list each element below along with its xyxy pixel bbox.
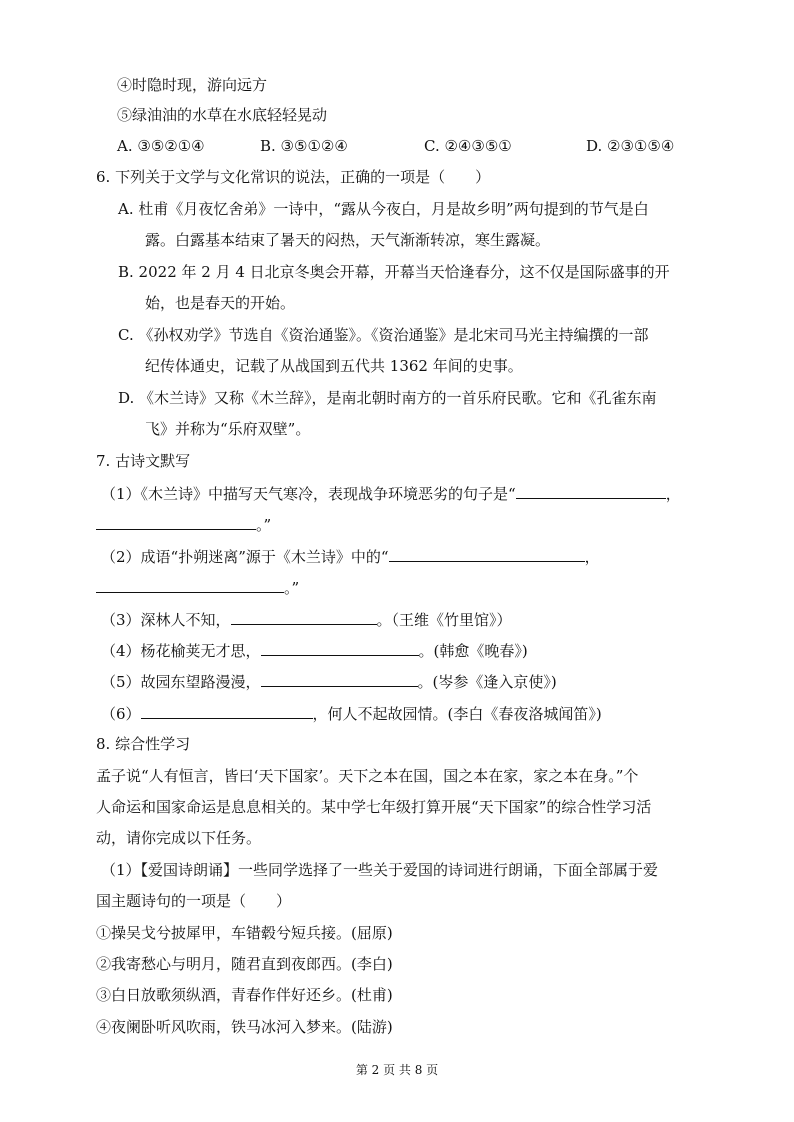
page-footer: 第 2 页 共 8 页: [355, 1063, 439, 1077]
q7-sub1-line2: [96, 514, 271, 535]
q7-sub2-comma: ，: [584, 548, 600, 566]
q7-sub2-line2: [96, 577, 299, 598]
q8-sub1-line1: （1）【爱国诗朗诵】一些同学选择了一些关于爱国的诗词进行朗诵，下面全部属于爱: [101, 861, 659, 879]
q7-sub5: [101, 671, 557, 692]
q7-sub4-text: （4）杨花榆荚无才思，: [101, 642, 261, 660]
q6-option-b-line2: 始，也是春天的开始。: [145, 294, 296, 312]
q5-option-c: C. ②④③⑤①: [424, 137, 512, 155]
q5-option-a: A. ③⑤②①④: [117, 137, 205, 155]
q6-option-d-line1: D. 《木兰诗》又称《木兰辞》，是南北朝时南方的一首乐府民歌。它和《孔雀东南: [118, 389, 657, 407]
q6-option-c-line2: 纪传体通史，记载了从战国到五代共 1362 年间的史事。: [145, 357, 523, 375]
q7-sub1-end: 。”: [256, 516, 272, 534]
q7-title: 7. 古诗文默写: [96, 452, 191, 470]
q8-title: 8. 综合性学习: [96, 735, 191, 753]
q6-option-b-line1: B. 2022 年 2 月 4 日北京冬奥会开幕，开幕当天恰逢春分，这不仅是国际盛事的开: [118, 263, 670, 281]
q7-sub4: [101, 640, 528, 661]
q7-sub3-text: （3）深林人不知，: [101, 611, 231, 629]
q7-sub3-source: 。（王维《竹里馆》）: [376, 611, 512, 629]
q7-sub6-text: ，何人不起故园情。(李白《春夜洛城闻笛》): [312, 705, 602, 723]
q7-sub5-blank[interactable]: [261, 671, 418, 687]
q7-sub4-blank[interactable]: [261, 640, 419, 656]
q7-sub2-blank2[interactable]: [96, 577, 284, 593]
q5-item-4: ④时隐时现，游向远方: [117, 76, 268, 94]
q7-sub5-source: 。(岑参《逢入京使》): [417, 673, 557, 691]
q7-sub3: [101, 609, 512, 630]
q5-option-b: B. ③⑤①②④: [260, 137, 348, 155]
q6-option-d-line2: 飞》并称为“乐府双壁”。: [145, 420, 311, 438]
q8-intro-line2: 人命运和国家命运是息息相关的。某中学七年级打算开展“天下国家”的综合性学习活: [96, 798, 652, 816]
q7-sub2-end: 。”: [284, 579, 300, 597]
q7-sub6: [101, 703, 602, 724]
q7-sub1-blank2[interactable]: [96, 514, 256, 530]
q6-option-c-line1: C. 《孙权劝学》节选自《资治通鉴》。《资治通鉴》是北宋司马光主持编撰的一部: [118, 326, 649, 344]
q8-poem-1: ①操吴戈兮披犀甲，车错毂兮短兵接。(屈原): [96, 924, 393, 942]
q8-intro-line1: 孟子说“人有恒言，皆曰‘天下国家’。天下之本在国，国之本在家，家之本在身。”个: [96, 767, 639, 785]
q8-sub1-line2: 国主题诗句的一项是（ ）: [96, 892, 292, 910]
q7-sub2-text: （2）成语“扑朔迷离”源于《木兰诗》中的“: [101, 548, 389, 566]
q7-sub6-label: （6）: [101, 705, 141, 723]
q7-sub2-line1: [101, 546, 600, 567]
q8-poem-4: ④夜阑卧听风吹雨，铁马冰河入梦来。(陆游): [96, 1018, 393, 1036]
q7-sub3-blank[interactable]: [231, 609, 377, 625]
q8-poem-3: ③白日放歌须纵酒，青春作伴好还乡。(杜甫): [96, 986, 393, 1004]
q8-intro-line3: 动，请你完成以下任务。: [96, 829, 262, 847]
q7-sub1-blank1[interactable]: [516, 483, 666, 499]
q6-stem: 6. 下列关于文学与文化常识的说法，正确的一项是（ ）: [96, 168, 491, 186]
q7-sub2-blank1[interactable]: [389, 546, 585, 562]
q8-poem-2: ②我寄愁心与明月，随君直到夜郎西。(李白): [96, 955, 393, 973]
q7-sub1-text: （1）《木兰诗》中描写天气寒冷，表现战争环境恶劣的句子是“: [101, 485, 516, 503]
q6-option-a-line2: 露。白露基本结束了暑天的闷热，天气渐渐转凉，寒生露凝。: [145, 231, 551, 249]
q5-option-d: D. ②③①⑤④: [586, 137, 675, 155]
q7-sub4-source: 。(韩愈《晚春》): [418, 642, 528, 660]
q7-sub5-text: （5）故园东望路漫漫，: [101, 673, 261, 691]
q7-sub1-line1: [101, 483, 681, 504]
q6-option-a-line1: A. 杜甫《月夜忆舍弟》一诗中，“露从今夜白，月是故乡明”两句提到的节气是白: [118, 200, 649, 218]
q7-sub1-comma: ，: [665, 485, 681, 503]
q5-item-5: ⑤绿油油的水草在水底轻轻晃动: [117, 106, 328, 124]
q7-sub6-blank[interactable]: [141, 703, 313, 719]
